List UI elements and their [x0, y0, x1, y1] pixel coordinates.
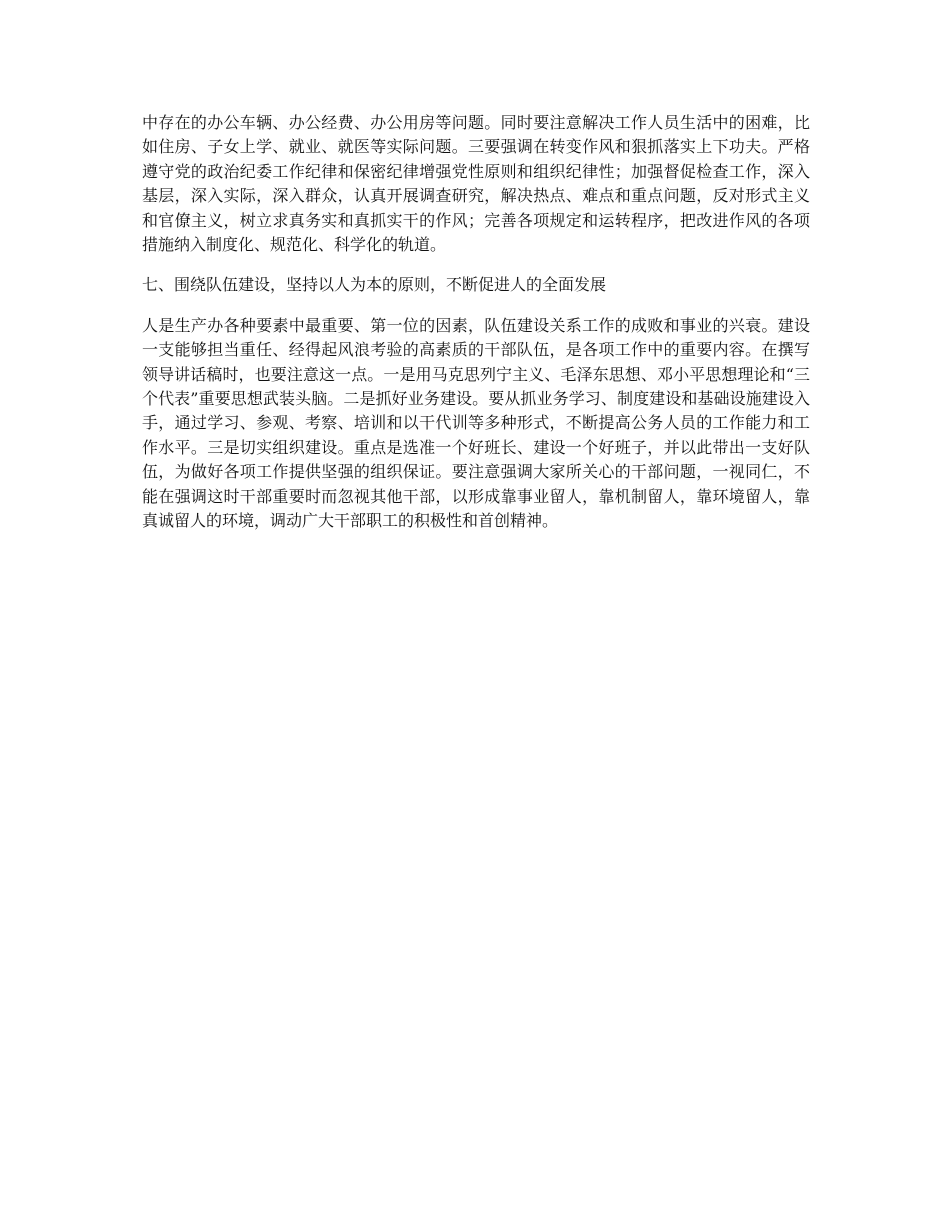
document-page — [142, 111, 810, 534]
section-heading: 七、围绕队伍建设，坚持以人为本的原则，不断促进人的全面发展 — [142, 275, 607, 295]
body-paragraph-2: 人是生产办各种要素中最重要、第一位的因素，队伍建设关系工作的成败和事业的兴衰。建设一支能够担当重任、经得起风浪考验的高素质的干部队伍，是各项工作中的重要内容。在撰写领导讲话稿时，也要注意这一点。一是用马克思列宁主义、毛泽东思想、邓小平思想理论和“三个代表”重要思想武装头脑。二是抓好业务建设。要从抓业务学习、制度建设和基础设施建设入手，通过学习、参观、考察、培训和以干代训等多种形式，不断提高公务人员的工作能力和工作水平。三是切实组织建设。重点是选准一个好班长、建设一个好班子，并以此带出一支好队伍，为做好各项工作提供坚强的组织保证。要注意强调大家所关心的干部问题，一视同仁，不能在强调这时干部重要时而忽视其他干部，以形成靠事业留人，靠机制留人，靠环境留人，靠真诚留人的环境，调动广大干部职工的积极性和首创精神。 — [142, 315, 810, 531]
body-paragraph-1: 中存在的办公车辆、办公经费、办公用房等问题。同时要注意解决工作人员生活中的困难，比如住房、子女上学、就业、就医等实际问题。三要强调在转变作风和狠抓落实上下功夫。严格遵守党的政治纪委工作纪律和保密纪律增强党性原则和组织纪律性；加强督促检查工作，深入基层，深入实际，深入群众，认真开展调查研究，解决热点、难点和重点问题，反对形式主义和官僚主义，树立求真务实和真抓实干的作风；完善各项规定和运转程序，把改进作风的各项措施纳入制度化、规范化、科学化的轨道。 — [142, 113, 810, 255]
